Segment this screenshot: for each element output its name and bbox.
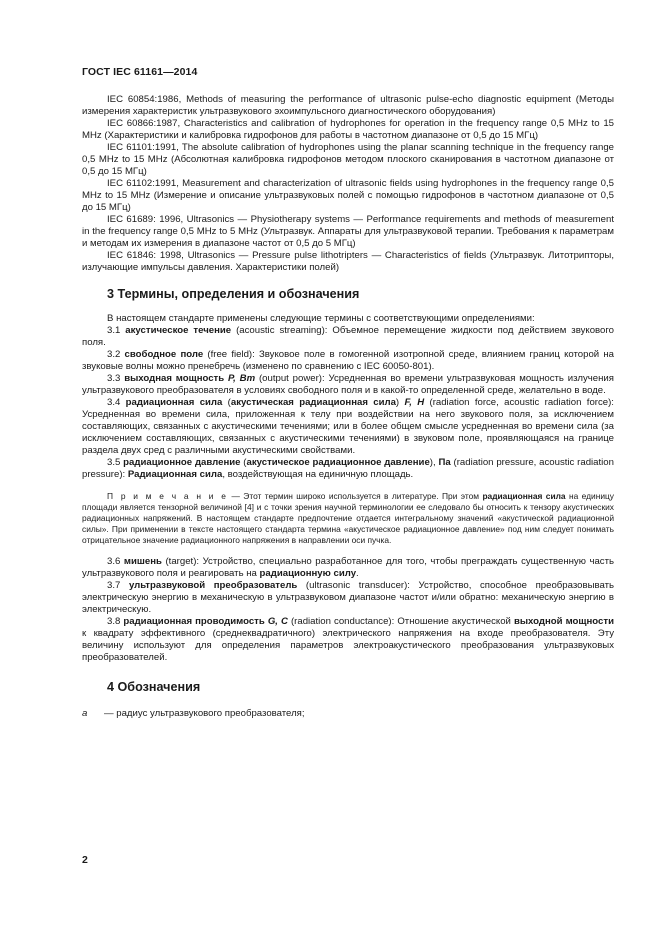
symbol-letter: a: [82, 708, 88, 719]
reference-iec-61101: IEC 61101:1991, The absolute calibration of hydrophones using the planar scanning technique in the frequency range 0,5 MHz to 15 MHz (Абсолютная калибровка гидрофонов методом плоского сканирования в частотном диапазоне от 0,5 до 15 МГц): [82, 142, 614, 177]
reference-iec-60866: IEC 60866:1987, Characteristics and calibration of hydrophones for operation in the frequency range 0,5 MHz to 15 MHz (Характеристики и калибровка гидрофонов для работы в частотном диапазоне от 0,5 до 15 МГц): [82, 118, 614, 141]
term-3-1-name: акустическое течение: [125, 325, 232, 336]
section-4-heading: 4 Обозначения: [107, 680, 201, 694]
term-3-5-name: радиационное давление: [123, 457, 241, 468]
term-3-3: 3.3 выходная мощность P, Вт (output power): Усредненная во времени ультразвуковая мощность излучения ультразвукового преобразователя в условиях свободного поля и в какой-то определенной среде, желательно в воде.: [82, 373, 614, 396]
section-3-heading: 3 Термины, определения и обозначения: [107, 287, 360, 301]
reference-iec-60854: IEC 60854:1986, Methods of measuring the performance of ultrasonic pulse-echo diagnostic equipment (Методы измерения характеристик ультразвукового эхоимпульсного диагностического оборудования): [82, 94, 614, 117]
term-3-4-symbol: F, Н: [404, 397, 425, 408]
term-3-8-crossref: выходной мощности: [513, 616, 614, 627]
term-3-1: 3.1 акустическое течение (acoustic streaming): Объемное перемещение жидкости под действием звукового поля.: [82, 325, 614, 348]
term-3-5-synonym: акустическое радиационное давление: [246, 457, 430, 468]
term-3-7: 3.7 ультразвуковой преобразователь (ultrasonic transducer): Устройство, способное преобразовывать электрическую энергию в механическую в ультразвуковом диапазоне частот и/или обратно: механическую энергию в электрическую.: [82, 580, 614, 615]
term-3-5-crossref: Радиационная сила: [127, 469, 223, 480]
term-3-6-name: мишень: [123, 556, 162, 567]
symbol-description: — радиус ультразвукового преобразователя;: [104, 708, 305, 719]
document-body: [82, 94, 614, 720]
reference-iec-61689: IEC 61689: 1996, Ultrasonics — Physiotherapy systems — Performance requirements and methods of measurement in the frequency range 0,5 MHz to 5 MHz (Ультразвук. Аппараты для ультразвуковой терапии. Требования к параметрам и методам их измерения в диапазоне частот от 0,5 до 5 МГц): [82, 214, 614, 249]
term-3-8-symbol: G, С: [264, 616, 288, 627]
note-label: П р и м е ч а н и е: [107, 491, 229, 501]
term-3-2-name: свободное поле: [124, 349, 204, 360]
term-3-2: 3.2 свободное поле (free field): Звуковое поле в гомогенной изотропной среде, влиянием границ которой на звуковые волны можно пренебречь (изменено по сравнению с IEC 60050-801).: [82, 349, 614, 372]
document-header: ГОСТ IEC 61161—2014: [82, 66, 198, 78]
term-3-3-symbol: P, Вт: [224, 373, 256, 384]
page-number: 2: [82, 854, 88, 866]
note-3-5: П р и м е ч а н и е — Этот термин широко используется в литературе. При этом радиационная сила на единицу площади является тензорной величиной [4] и с точки зрения научной терминологии ее следовало бы относить к тензору акустических радиационных напряжений. В настоящем стандарте предпочтение отдается интегральному значений «акустической радиационной силы». При применении в тексте настоящего стандарта термина «акустическое радиационное давление» под ним следует понимать отрицательное значение радиационного напряжения в направлении оси пучка.: [82, 491, 614, 545]
section-3-intro: В настоящем стандарте применены следующие термины с соответствующими определениями:: [107, 313, 535, 324]
term-3-6: 3.6 мишень (target): Устройство, специально разработанное для того, чтобы преграждать существенную часть ультразвукового поля и реагировать на радиационную силу.: [82, 556, 614, 579]
term-3-4-name: радиационная сила: [125, 397, 223, 408]
term-3-8-name: радиационная проводимость: [123, 616, 265, 627]
term-3-5: 3.5 радиационное давление (акустическое радиационное давление), Па (radiation pressure, acoustic radiation pressure): Радиационная сила, воздействующая на единичную площадь.: [82, 457, 614, 480]
reference-iec-61102: IEC 61102:1991, Measurement and characterization of ultrasonic fields using hydrophones in the frequency range 0,5 MHz to 15 MHz (Измерение и описание ультразвуковых полей с помощью гидрофонов в частотном диапазоне от 0,5 до 15 МГц): [82, 178, 614, 213]
term-3-3-name: выходная мощность: [124, 373, 225, 384]
term-3-4-synonym: акустическая радиационная сила: [230, 397, 396, 408]
term-3-4: 3.4 радиационная сила (акустическая радиационная сила) F, Н (radiation force, acoustic radiation force): Усредненная во времени сила, приложенная к телу при воздействии на него звукового поля, за исключением составляющих, связанных с акустическими течениями; или в более общем смысле усредненная во времени сила (за исключением составляющих, связанных с акустическими течениями) в звуковом поле, проявляющаяся на границе раздела двух сред с различными акустическими свойствами.: [82, 397, 614, 456]
term-3-7-name: ультразвуковой преобразователь: [128, 580, 298, 591]
reference-iec-61846: IEC 61846: 1998, Ultrasonics — Pressure pulse lithotripters — Characteristics of fields (Ультразвук. Литотрипторы, излучающие импульсы давления. Характеристики полей): [82, 250, 614, 273]
term-3-6-crossref: радиационную силу: [259, 568, 357, 579]
term-3-8: 3.8 радиационная проводимость G, С (radiation conductance): Отношение акустической выходной мощности к квадрату эффективного (среднеквадратичного) электрического напряжения на входе преобразователя. Эту величину используют для определения параметров электроакустического преобразования ультразвуковых преобразователей.: [82, 616, 614, 663]
term-3-5-unit: Па: [438, 457, 451, 468]
symbol-list-item: [82, 708, 614, 720]
